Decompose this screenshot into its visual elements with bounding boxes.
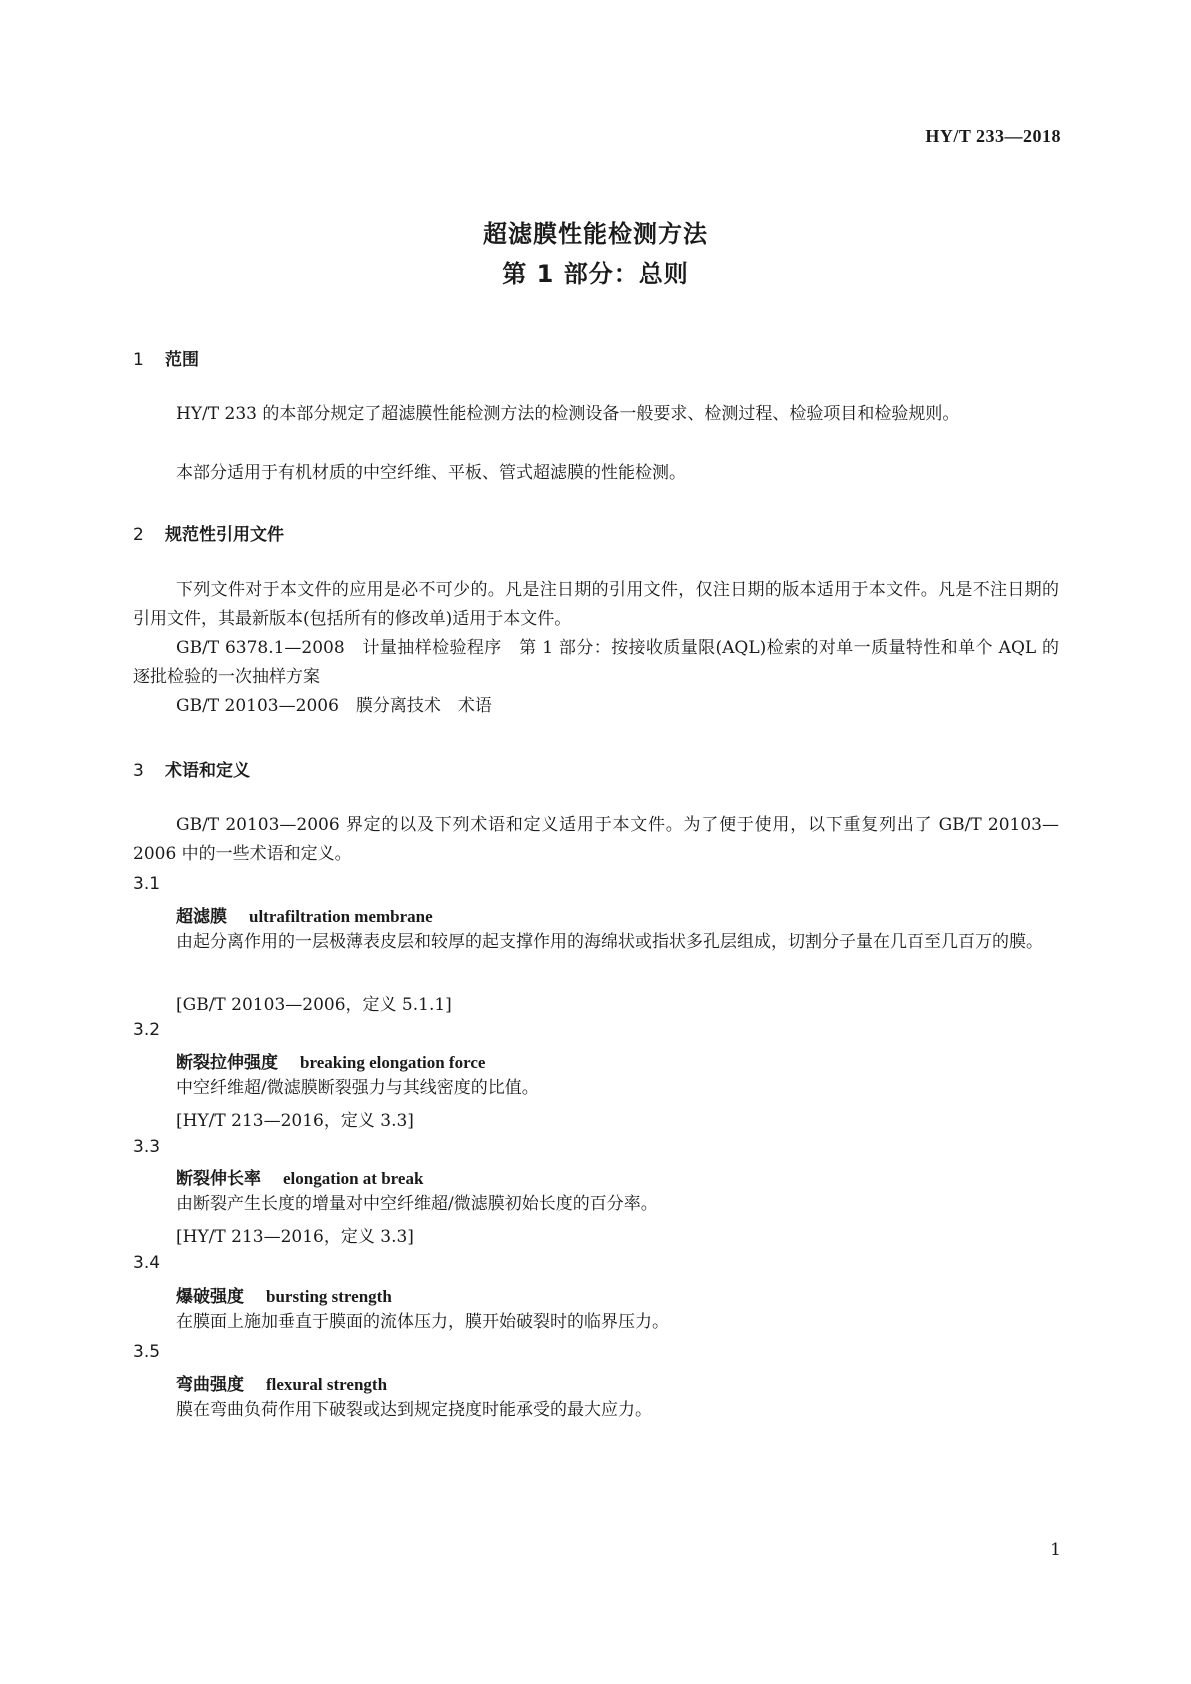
section-title: 术语和定义	[165, 761, 250, 781]
term-definition: 由断裂产生长度的增量对中空纤维超/微滤膜初始长度的百分率。	[176, 1194, 658, 1214]
section-2-heading	[133, 520, 284, 545]
page-number: 1	[1050, 1540, 1061, 1560]
term-source: [HY/T 213—2016，定义 3.3]	[176, 1111, 414, 1131]
section-3-paragraph-1: GB/T 20103—2006 界定的以及下列术语和定义适用于本文件。为了便于使用，以下重复列出了 GB/T 20103—2006 中的一些术语和定义。	[133, 815, 1059, 864]
term-english: breaking elongation force	[300, 1053, 486, 1072]
term-chinese: 断裂伸长率	[176, 1169, 261, 1189]
clause-number: 3.3	[133, 1137, 161, 1157]
clause-number: 3.2	[133, 1020, 161, 1040]
term-definition: 由起分离作用的一层极薄表皮层和较厚的起支撑作用的海绵状或指状多孔层组成，切割分子量在几百至几百万的膜。	[176, 932, 1043, 952]
reference-gbt-20103: GB/T 20103—2006 膜分离技术 术语	[176, 696, 492, 716]
term-definition: 中空纤维超/微滤膜断裂强力与其线密度的比值。	[176, 1078, 539, 1098]
term-chinese: 断裂拉伸强度	[176, 1053, 278, 1073]
clause-number: 3.4	[133, 1253, 161, 1273]
title-line-1: 超滤膜性能检测方法	[483, 220, 708, 248]
term-entry	[176, 1370, 387, 1395]
term-definition: 在膜面上施加垂直于膜面的流体压力，膜开始破裂时的临界压力。	[176, 1312, 669, 1332]
section-number: 3	[133, 761, 144, 781]
term-source: [HY/T 213—2016，定义 3.3]	[176, 1227, 414, 1247]
section-3-heading	[133, 756, 250, 781]
section-number: 1	[133, 350, 144, 370]
term-definition: 膜在弯曲负荷作用下破裂或达到规定挠度时能承受的最大应力。	[176, 1400, 652, 1420]
term-english: bursting strength	[266, 1287, 392, 1306]
term-entry	[176, 1164, 423, 1189]
term-source: [GB/T 20103—2006，定义 5.1.1]	[176, 995, 452, 1015]
term-chinese: 弯曲强度	[176, 1375, 244, 1395]
clause-number: 3.5	[133, 1342, 161, 1362]
section-title: 规范性引用文件	[165, 525, 284, 545]
term-english: ultrafiltration membrane	[249, 907, 433, 926]
document-code: HY/T 233—2018	[925, 126, 1061, 146]
section-1-paragraph-2: 本部分适用于有机材质的中空纤维、平板、管式超滤膜的性能检测。	[176, 463, 686, 483]
section-1-paragraph-1: HY/T 233 的本部分规定了超滤膜性能检测方法的检测设备一般要求、检测过程、检验项目和检验规则。	[176, 404, 960, 424]
title-line-2: 第 1 部分：总则	[502, 260, 689, 288]
term-entry	[176, 902, 433, 927]
term-english: flexural strength	[266, 1375, 388, 1394]
section-2-paragraph-1: 下列文件对于本文件的应用是必不可少的。凡是注日期的引用文件，仅注日期的版本适用于本文件。凡是不注日期的引用文件，其最新版本(包括所有的修改单)适用于本文件。	[133, 580, 1059, 629]
section-1-heading	[133, 345, 199, 370]
reference-gbt-6378: GB/T 6378.1—2008 计量抽样检验程序 第 1 部分：按接收质量限(AQL)检索的对单一质量特性和单个 AQL 的逐批检验的一次抽样方案	[133, 638, 1059, 687]
term-chinese: 超滤膜	[176, 907, 227, 927]
clause-number: 3.1	[133, 874, 161, 894]
term-entry	[176, 1282, 392, 1307]
term-entry	[176, 1048, 485, 1073]
section-number: 2	[133, 525, 144, 545]
term-english: elongation at break	[283, 1169, 424, 1188]
section-title: 范围	[165, 350, 199, 370]
term-chinese: 爆破强度	[176, 1287, 244, 1307]
